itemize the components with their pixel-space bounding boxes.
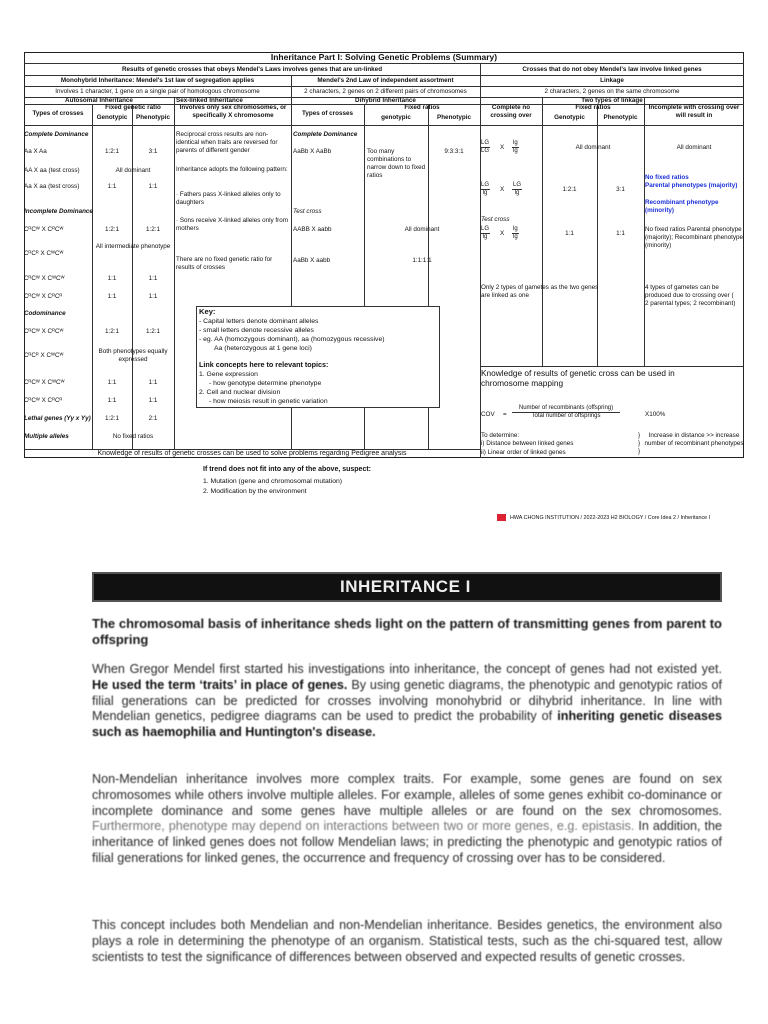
- determine-ii: ii) Linear order of linked genes: [481, 449, 566, 456]
- link-item-2-detail: - how meiosis result in genetic variation: [209, 398, 328, 405]
- paragraph-2-text-c: In addition, the inheritance of linked genes does not follow Mendelian laws; in predicting the phenotypic and genotypic ratios of filial generations for linked genes, the occurrence and frequency of crossing over has to be considered.: [92, 819, 722, 865]
- mapping-title: Knowledge of results of genetic cross can be used in chromosome mapping: [481, 368, 675, 388]
- brace: } } }: [638, 432, 641, 455]
- row-cross: Codominance: [24, 310, 66, 317]
- paragraph-3: This concept includes both Mendelian and non-Mendelian inheritance. Besides genetics, the environment also plays a role in determining the phenotype of an organism. Statistical tests, such as the chi-squared test, allow scientists to test the significance of differences between observed and expected results of genetic crosses.: [92, 918, 722, 964]
- row-cross: CᴿCᵂ X CᴿCᴿ: [24, 397, 63, 404]
- row-genotypic: 1:1: [107, 397, 117, 404]
- row-phenotypic: 1:2:1: [145, 328, 160, 335]
- footer-text: HWA CHONG INSTITUTION / 2022-2023 H2 BIOLOGY / Core Idea 2 / Inheritance I: [510, 515, 711, 521]
- cov-multiplier: X100%: [645, 411, 666, 418]
- phenotypic-header: Phenotypic: [136, 114, 170, 121]
- cov-equals: =: [503, 411, 507, 418]
- row-genotypic: 1:1: [107, 183, 117, 190]
- row-cross: Complete Dominance: [24, 131, 89, 138]
- row-cross: Incomplete Dominance: [24, 208, 93, 215]
- row-genotypic: 1:1: [107, 379, 117, 386]
- di-test-cross: Test cross: [293, 208, 322, 215]
- di-cross-3: AaBb X aabb: [293, 257, 331, 264]
- sexlinked-text-1: Reciprocal cross results are non-identical when traits are reversed for parents of different gender: [176, 131, 278, 154]
- link-row2-incomplete-1: No fixed ratios: [645, 174, 689, 181]
- di-cross-2: AABB X aabb: [293, 226, 332, 233]
- key-line-4: Aa (heterozygous at 1 gene loci): [214, 345, 312, 352]
- lg-fraction: $\frac{LG}{\lg}$: [481, 182, 490, 196]
- row-cross: Aa X Aa: [24, 148, 47, 155]
- row-merged: No fixed ratios: [112, 433, 154, 440]
- mono-header: Monohybrid Inheritance: Mendel's 1st law of segregation applies: [60, 77, 255, 84]
- types-of-crosses-header: Types of crosses: [32, 110, 84, 117]
- paragraph-2-text-b: Furthermore, phenotype may depend on interactions between two or more genes, e.g. epistasis.: [92, 819, 635, 834]
- fixed-genetic-ratio-header: Fixed genetic ratio: [105, 104, 161, 111]
- paragraph-1-text-a: When Gregor Mendel first started his investigations into inheritance, the concept of genes had not existed yet.: [92, 662, 722, 676]
- row-cross: CᴿCᵂ X CᴿCᵂ: [24, 328, 64, 335]
- di-cross-2-result: All dominant: [404, 226, 440, 233]
- di-cross-1-pheno: 9:3:3:1: [444, 148, 464, 155]
- hci-logo-icon: [497, 514, 506, 521]
- sexlinked-header: Sex-linked Inheritance: [176, 97, 243, 104]
- row-genotypic: 1:2:1: [104, 328, 119, 335]
- row-genotypic: 1:1: [107, 293, 117, 300]
- summary-title: Inheritance Part I: Solving Genetic Problems (Summary): [270, 52, 498, 62]
- di-types-of-crosses: Types of crosses: [302, 110, 353, 117]
- key-line-1: - Capital letters denote dominant alleles: [199, 318, 319, 325]
- linkage-header: Linkage: [600, 77, 624, 84]
- autosomal-header: Autosomal Inheritance: [65, 97, 133, 104]
- lg-fraction: $\frac{LG}{\lg}$: [481, 226, 490, 240]
- cov-fraction: Number of recombinants (offspring) Total number of offsprings: [512, 405, 620, 420]
- rule: [480, 63, 481, 458]
- obey-header: Results of genetic crosses that obeys Mendel's Laws involves genes that are un-linked: [121, 66, 383, 73]
- rule: [24, 75, 744, 76]
- row-cross: Multiple alleles: [24, 433, 69, 440]
- link-row2-pheno: 3:1: [616, 186, 625, 193]
- cross-x: X: [500, 144, 505, 151]
- row-phenotypic: 1:1: [148, 275, 158, 282]
- di-cross-1-note: Too many combinations to narrow down to fixed ratios: [367, 148, 426, 179]
- paragraph-1-text-d: inheriting genetic diseases such as haemophilia and Huntington's disease.: [92, 709, 723, 740]
- paragraph-1-text-b: He used the term ‘traits’ in place of genes.: [92, 677, 348, 692]
- row-cross: CᴿCᴿ X CᵂCᵂ: [24, 352, 64, 359]
- link-row3-incomplete: No fixed ratios Parental phenotype (majority); Recombinant phenotype (minority): [645, 226, 743, 249]
- link-row1-incomplete: All dominant: [676, 144, 712, 151]
- link-row2-incomplete-2: Parental phenotypes (majority): [645, 182, 738, 189]
- row-genotypic: 1:1: [107, 275, 117, 282]
- lg-fraction: $\frac{\lg}{\lg}$: [513, 140, 518, 154]
- di-complete-dominance: Complete Dominance: [293, 131, 358, 138]
- link-phenotypic: Phenotypic: [603, 114, 638, 121]
- linkage-desc: 2 characters, 2 genes on the same chromosome: [544, 88, 680, 95]
- cross-x: X: [500, 186, 505, 193]
- row-cross: CᴿCᵂ X CᵂCᵂ: [24, 379, 65, 386]
- mono-desc: Involves 1 character, 1 gene on a single pair of homologous chromosome: [55, 88, 260, 95]
- di-fixed-ratios: Fixed ratios: [404, 104, 440, 111]
- lg-fraction: $\frac{\lg}{\lg}$: [513, 226, 518, 240]
- row-phenotypic: 1:2:1: [145, 226, 160, 233]
- dihybrid-header: Dihybrid Inheritance: [355, 97, 416, 104]
- rule: [24, 86, 744, 87]
- lg-fraction: $\frac{LG}{LG}$: [481, 140, 490, 154]
- sexlinked-text-5: There are no fixed genetic ratio for results of crosses: [176, 256, 273, 271]
- key-line-2: - small letters denote recessive alleles: [199, 327, 314, 334]
- row-phenotypic: 1:1: [148, 293, 158, 300]
- link-row1-merged: All dominant: [575, 144, 611, 151]
- link-row3-pheno: 1:1: [616, 230, 625, 237]
- rule: [480, 366, 744, 367]
- link-genotypic: Genotypic: [554, 114, 585, 121]
- row-merged: All intermediate phenotype: [95, 243, 171, 250]
- row-genotypic: 1:2:1: [104, 415, 119, 422]
- determine-i: i) Distance between linked genes: [481, 440, 574, 447]
- gametes-incomplete: 4 types of gametes can be produced due to crossing over ( 2 parental types; 2 recombinant): [645, 284, 736, 307]
- di-cross-3-result: 1:1:1:1: [412, 257, 432, 264]
- row-cross: Aa X aa (test cross): [24, 183, 80, 190]
- genotypic-header: Genotypic: [96, 114, 128, 121]
- paragraph-2-text-a: Non-Mendelian inheritance involves more complex traits. For example, some genes are found on sex chromosomes while others involve multiple alleles. For example, alleles of some genes exhibit co-dominance or incomplete dominance and some genes have multiple alleles or are found on the sex chromosomes.: [92, 772, 722, 818]
- sexlinked-text-3: · Fathers pass X-linked alleles only to daughters: [176, 191, 281, 206]
- complete-no-crossing: Complete no crossing over: [490, 104, 532, 119]
- suspect-item-1: 1. Mutation (gene and chromosomal mutation): [203, 478, 343, 485]
- link-row2-geno: 1:2:1: [562, 186, 577, 193]
- row-merged: Both phenotypes equally expressed: [98, 348, 168, 363]
- link-row2-incomplete-3: Recombinant phenotype (minority): [645, 199, 719, 214]
- row-cross: CᴿCᵂ X CᵂCᵂ: [24, 275, 65, 282]
- link-concepts-title: Link concepts here to relevant topics:: [199, 360, 329, 369]
- rule: [24, 63, 744, 64]
- pedigree-note: Knowledge of results of genetic crosses can be used to solve problems regarding Pedigree analysis: [97, 450, 407, 457]
- row-cross: AA X aa (test cross): [24, 167, 80, 174]
- di-cross-1: AaBb X AaBb: [293, 148, 332, 155]
- increase-note: Increase in distance >> increase number of recombinant phenotypes: [644, 432, 744, 447]
- suspect-title: If trend does not fit into any of the above, suspect:: [203, 466, 372, 473]
- lead-paragraph: The chromosomal basis of inheritance sheds light on the pattern of transmitting genes from parent to offspring: [92, 616, 722, 647]
- sexlinked-sub: Involves only sex chromosomes, or specifically X chromosome: [179, 104, 287, 119]
- key-line-3: - eg. AA (homozygous dominant), aa (homozygous recessive): [199, 336, 385, 343]
- di-header: Mendel's 2nd Law of independent assortment: [317, 77, 454, 84]
- sexlinked-text-4: · Sons receive X-linked alleles only from mothers: [176, 217, 288, 232]
- link-item-2: 2. Cell and nuclear division: [199, 389, 281, 396]
- sexlinked-text-2: Inheritance adopts the following pattern:: [176, 166, 288, 173]
- row-phenotypic: 1:1: [148, 183, 158, 190]
- row-cross: CᴿCᵂ X CᴿCᵂ: [24, 226, 64, 233]
- di-phenotypic: Phenotypic: [437, 114, 471, 121]
- row-cross: CᴿCᵂ X CᴿCᴿ: [24, 293, 63, 300]
- section-banner-title: INHERITANCE I: [340, 577, 471, 596]
- row-genotypic: 1:2:1: [104, 226, 119, 233]
- row-phenotypic: 2:1: [148, 415, 158, 422]
- row-cross: CᴿCᴿ X CᵂCᵂ: [24, 250, 64, 257]
- incomplete-crossing: Incomplete with crossing over will result in: [648, 104, 740, 119]
- row-phenotypic: 1:1: [148, 397, 158, 404]
- link-item-1-detail: - how genotype determine phenotype: [209, 380, 322, 387]
- paragraph-2: [92, 772, 722, 867]
- link-row3-geno: 1:1: [565, 230, 574, 237]
- row-phenotypic: 1:1: [148, 379, 158, 386]
- cross-x: X: [500, 230, 505, 237]
- page-footer: [497, 514, 710, 522]
- link-test-cross: Test cross: [481, 216, 510, 223]
- key-title: Key:: [199, 307, 216, 316]
- row-cross: Lethal genes (Yy x Yy): [24, 415, 91, 422]
- paragraph-1: [92, 662, 722, 741]
- lg-fraction: $\frac{LG}{\lg}$: [513, 182, 522, 196]
- di-desc: 2 characters, 2 genes on 2 different pairs of chromosomes: [304, 88, 467, 95]
- not-obey-header: Crosses that do not obey Mendel's law involve linked genes: [522, 66, 702, 73]
- row-merged: All dominant: [115, 167, 151, 174]
- rule: [174, 97, 175, 449]
- two-types-linkage: Two types of linkage: [581, 97, 643, 104]
- suspect-item-2: 2. Modification by the environment: [203, 488, 307, 495]
- paragraph-1-text-c: By using genetic diagrams, the phenotypic and genotypic ratios of filial generations can be predicted for crosses involving monohybrid or dihybrid inheritance. In line with Mendelian genetics, pedigree diagrams can be used to predict the probability of: [92, 677, 723, 724]
- cov-label: COV: [481, 411, 495, 418]
- gametes-complete: Only 2 types of gametes as the two genes are linked as one: [481, 284, 599, 299]
- row-genotypic: 1:2:1: [104, 148, 119, 155]
- row-phenotypic: 3:1: [148, 148, 158, 155]
- link-item-1: 1. Gene expression: [199, 371, 258, 378]
- di-genotypic: genotypic: [381, 114, 411, 121]
- determine: To determine:: [481, 432, 520, 439]
- link-fixed-ratios: Fixed ratios: [575, 104, 611, 111]
